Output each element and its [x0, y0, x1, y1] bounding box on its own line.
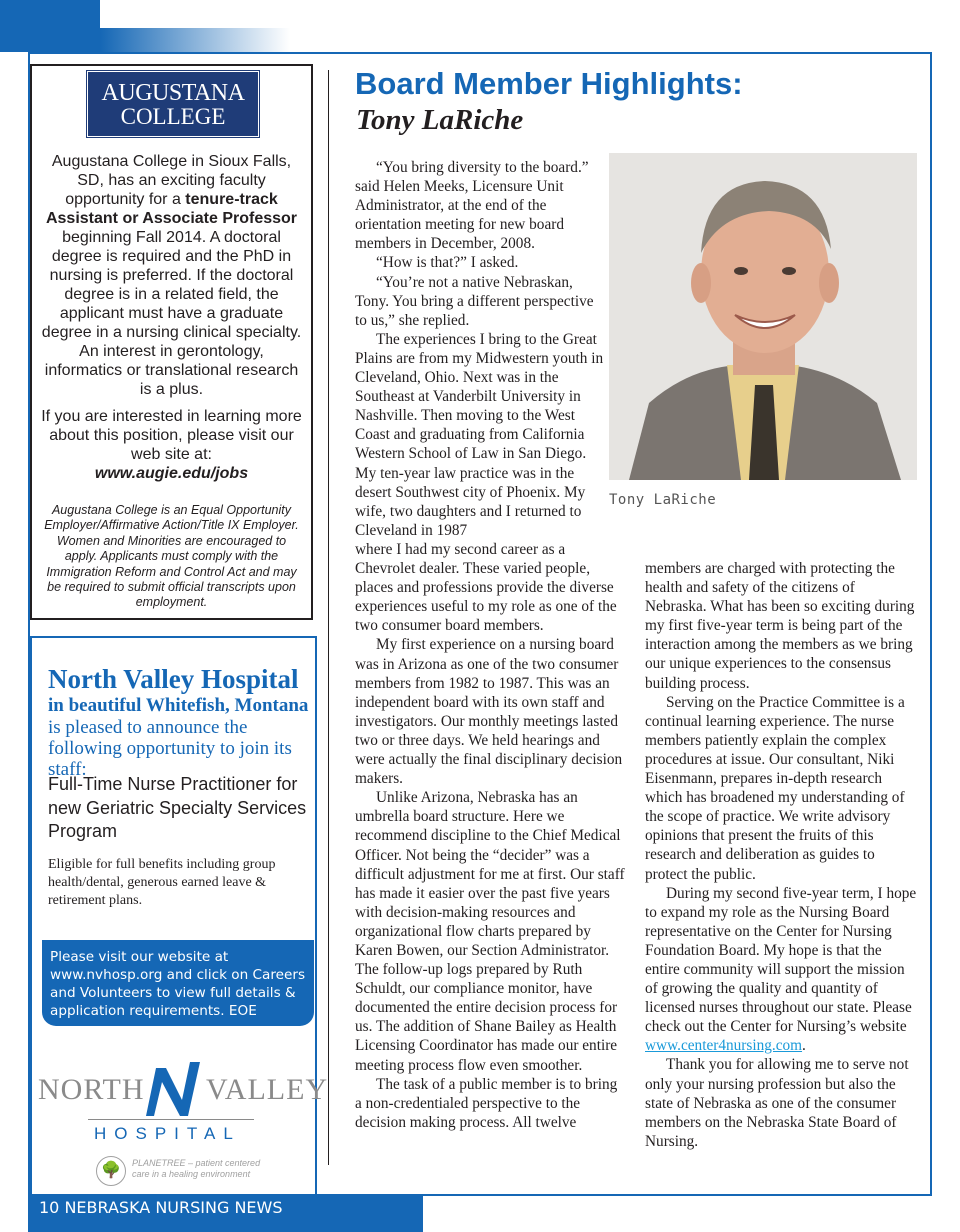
augustana-visit-text: If you are interested in learning more about this position, please visit our web site at:: [41, 408, 302, 463]
augustana-body: [40, 152, 303, 491]
augustana-ad: [30, 64, 313, 620]
augustana-position-title: tenure-track Assistant or Associate Professor: [45, 191, 298, 227]
article-column-1-bottom: [355, 540, 626, 1132]
nvh-ad: [30, 636, 329, 1196]
article-text: During my second five-year term, I hope to expand my role as the Nursing Board representative on the Center for Nursing Foundation Board. My hope is that the entire community will support the mission of growing the quality and quantity of licensed nurses throughout our state. Please check out the Center for Nursing’s website: [645, 884, 917, 1036]
article-paragraph: Serving on the Practice Committee is a continual learning experience. The nurse members patiently explain the complex procedures at issue. Our consultant, Niki Eisenmann, prepares in-depth research which has broadened my understanding of the scope of practice. We write advisory opinions that present the fruits of this research and deliberation as guides to protect the public.: [645, 693, 905, 883]
planetree-tagline: PLANETREE – patient centered care in a healing environment: [132, 1158, 261, 1179]
article-paragraph: [645, 884, 918, 1056]
article-paragraph: members are charged with protecting the health and safety of the citizens of Nebraska. What has been so exciting during my first five-year term is being part of the interaction among the members as we bring our unique experiences to the consensus building process.: [645, 560, 915, 692]
footer-page-label: 10 NEBRASKA NURSING NEWS: [39, 1198, 283, 1217]
augustana-logo-line2: COLLEGE: [120, 104, 226, 129]
augustana-fine-print: Augustana College is an Equal Opportunity Employer/Affirmative Action/Title IX Employer. Women and Minorities are encouraged to apply. Applicants must comply with the Immigration Reform and Control Act and may be required to submit official transcripts upon employment.: [44, 503, 299, 610]
augustana-url[interactable]: www.augie.edu/jobs: [94, 465, 249, 482]
article-title: Board Member Highlights:: [355, 66, 743, 101]
article-paragraph: The task of a public member is to bring a non-credentialed perspective to the decision making process. All twelve: [355, 1075, 618, 1131]
article-paragraph: The experiences I bring to the Great Plains are from my Midwestern youth in Cleveland, Ohio. Next was in the Southeast at Vanderbilt University in Nashville. Then moving to the West Coast and graduating from California Western School of Law in San Diego. My ten-year law practice was in the desert Southwest city of Phoenix. My wife, two daughters and I returned to Cleveland in 1987: [355, 330, 604, 539]
article-paragraph: “How is that?” I asked.: [376, 254, 519, 272]
augustana-logo: [87, 71, 259, 137]
nvh-announcement: is pleased to announce the following opportunity to join its staff:: [48, 717, 292, 780]
nvh-logo-n-icon: [140, 1060, 206, 1123]
nvh-location: in beautiful Whitefish, Montana: [48, 695, 309, 716]
header-color-block: [0, 0, 100, 52]
planetree-tree-icon: 🌳: [96, 1156, 126, 1186]
column-divider: [328, 70, 329, 1165]
nvh-logo-valley: VALLEY: [206, 1073, 329, 1106]
augustana-visit: [40, 407, 303, 483]
photo-caption: Tony LaRiche: [609, 492, 717, 508]
nvh-logo-north: NORTH: [38, 1073, 145, 1106]
article-subtitle: Tony LaRiche: [356, 104, 524, 136]
article-paragraph: “You bring diversity to the board.” said Helen Meeks, Licensure Unit Administrator, at the end of the orientation meeting for new board members in December, 2008.: [355, 159, 589, 253]
augustana-text-a: Augustana College in Sioux Falls, SD, has an exciting faculty opportunity for a: [51, 153, 292, 208]
nvh-name: North Valley Hospital: [48, 664, 299, 694]
article-column-2: [645, 559, 918, 1151]
article-paragraph: Thank you for allowing me to serve not only your nursing profession but also the state of Nebraska as one of the consumer members on the Nebraska State Board of Nursing.: [645, 1056, 909, 1150]
header-gradient: [100, 28, 290, 52]
augustana-logo-line1: AUGUSTANA: [101, 80, 245, 106]
article-paragraph: Unlike Arizona, Nebraska has an umbrella board structure. Here we recommend discipline to the Chief Medical Officer. Not being the “decider” was a difficult adjustment for me at first. Our staff has made it easier over the past five years with decision-making resources and organizational flow charts prepared by Karen Bowen, our Section Administrator. The follow-up logs prepared by Ruth Schuldt, our compliance monitor, have documented the entire decision process for us. The addition of Shane Bailey as Health Licensing Coordinator has made our entire meeting process flow even smoother.: [355, 789, 625, 1074]
article-text: .: [802, 1037, 806, 1055]
nvh-logo-hospital: HOSPITAL: [94, 1124, 241, 1143]
tony-lariche-photo: [609, 153, 917, 480]
center4nursing-link[interactable]: www.center4nursing.com: [645, 1037, 803, 1055]
nvh-logo-rule: [88, 1119, 254, 1120]
augustana-description: [40, 152, 303, 399]
article-column-1-top: [355, 158, 605, 540]
nvh-benefits: Eligible for full benefits including group health/dental, generous earned leave & retirement plans.: [48, 857, 276, 908]
article-paragraph: “You’re not a native Nebraskan, Tony. You bring a different perspective to us,” she replied.: [355, 273, 594, 329]
augustana-text-b: beginning Fall 2014. A doctoral degree is required and the PhD in nursing is preferred. If the doctoral degree is in a related field, the applicant must have a graduate degree in a nursing clinical specialty. An interest in gerontology, informatics or translational research is a plus.: [41, 229, 302, 398]
page-frame-right: [930, 52, 932, 1196]
article-paragraph: My first experience on a nursing board was in Arizona as one of the two consumer members from 1982 to 1987. This was an independent board with its own staff and investigators. Our monthly meetings lasted two or three days. We held hearings and were actually the final disciplinary decision makers.: [355, 636, 623, 788]
page-frame-top: [28, 52, 932, 54]
article-paragraph: where I had my second career as a Chevrolet dealer. These varied people, places and professions provide the diverse experiences useful to my role as one of the two consumer board members.: [355, 541, 617, 635]
nvh-cta-box: Please visit our website at www.nvhosp.org and click on Careers and Volunteers to view full details & application requirements. EOE: [42, 940, 314, 1026]
nvh-position-title: Full-Time Nurse Practitioner for new Geriatric Specialty Services Program: [48, 774, 307, 841]
